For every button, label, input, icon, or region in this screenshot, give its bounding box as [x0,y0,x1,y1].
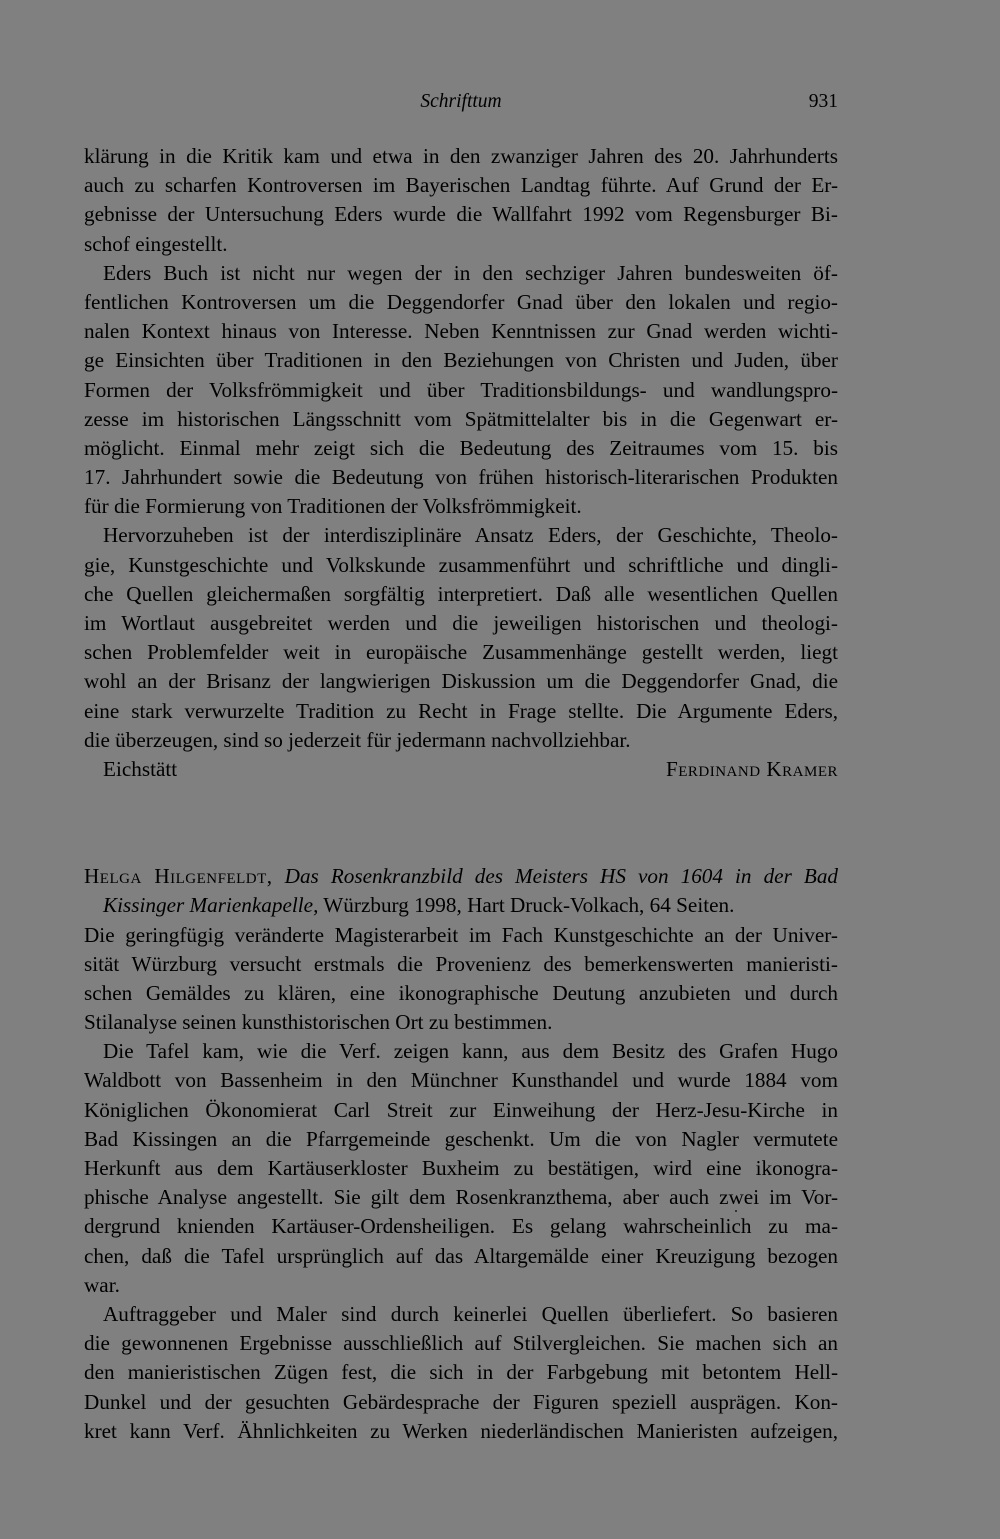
text-line: gie, Kunstgeschichte und Volkskunde zusammenführt und schriftliche und dingli- [84,552,838,577]
section-gap [84,784,838,862]
text-line: auch zu scharfen Kontroversen im Bayerischen Landtag führte. Auf Grund der Er- [84,173,838,198]
text-line: phische Analyse angestellt. Sie gilt dem Rosenkranzthema, aber auch zwei im Vor- [84,1185,838,1210]
text-line: klärung in die Kritik kam und etwa in den zwanziger Jahren des 20. Jahrhunderts [84,144,838,168]
bibliographic-heading-line-1 [84,862,838,891]
review-eder [84,142,838,784]
scan-speck [735,1210,737,1212]
page-header [84,88,838,116]
review-hilgenfeldt [84,862,838,1446]
text-line: zesse im historischen Längsschnitt vom Spätmittelalter bis in die Gegenwart er- [84,406,838,431]
text-line: fentlichen Kontroversen um die Deggendorfer Gnad über den lokalen und regio- [84,289,838,314]
page-content [84,142,838,1446]
publication-info: Würzburg 1998, Hart Druck-Volkach, 64 Seiten. [323,893,735,918]
text-line: Formen der Volksfrömmigkeit und über Traditionsbildungs- und wandlungspro- [84,377,838,402]
text-line: sität Würzburg versucht erstmals die Provenienz des bemerkenswerten manieristi- [84,951,838,976]
page-number: 931 [808,91,838,112]
text-line: ge Einsichten über Traditionen in den Beziehungen von Christen und Juden, über [84,348,838,373]
text-line: wohl an der Brisanz der langwierigen Diskussion um die Deggendorfer Gnad, die [84,669,838,694]
text-line: für die Formierung von Traditionen der Volksfrömmigkeit. [84,494,582,519]
text-line: chen, daß die Tafel ursprünglich auf das Altargemälde einer Kreuzigung bezogen [84,1243,838,1268]
text-line: dergrund knienden Kartäuser-Ordensheiligen. Es gelang wahrscheinlich zu ma- [84,1214,838,1239]
running-title: Schrifttum [420,91,502,112]
text-line: die gewonnenen Ergebnisse ausschließlich auf Stilvergleichen. Sie machen sich an [84,1331,838,1356]
text-line: schen Gemäldes zu klären, eine ikonographische Deutung anzubieten und durch [84,980,838,1005]
text-line: nalen Kontext hinaus von Interesse. Neben Kenntnissen zur Gnad werden wichti- [84,319,838,344]
text-line: Herkunft aus dem Kartäuserkloster Buxheim zu bestätigen, wird eine ikonogra- [84,1156,838,1180]
text-line: war. [84,1272,120,1297]
text-line: kret kann Verf. Ähnlichkeiten zu Werken niederländischen Manieristen aufzeigen, [84,1418,838,1443]
text-line: eine stark verwurzelte Tradition zu Recht in Frage stellte. Die Argumente Eders, [84,698,838,723]
text-line: Die Tafel kam, wie die Verf. zeigen kann, aus dem Besitz des Grafen Hugo [103,1039,838,1064]
text-line: Dunkel und der gesuchten Gebärdesprache der Figuren speziell ausprägen. Kon- [84,1389,838,1414]
review-signoff [84,755,838,784]
bibliographic-heading-line-2 [84,891,838,920]
text-line: möglicht. Einmal mehr zeigt sich die Bedeutung des Zeitraumes vom 15. bis [84,435,838,460]
text-line: Königlichen Ökonomierat Carl Streit zur Einweihung der Herz-Jesu-Kirche in [84,1097,838,1122]
text-line: den manieristischen Zügen fest, die sich in der Farbgebung mit betontem Hell- [84,1360,838,1385]
book-title-part-1: Das Rosenkranzbild des Meisters HS von 1604 in der Bad [284,864,839,889]
text-line: Eders Buch ist nicht nur wegen der in den sechziger Jahren bundesweiten öf- [103,260,838,285]
text-line: Die geringfügig veränderte Magisterarbeit im Fach Kunstgeschichte an der Univer- [84,922,838,947]
text-line: schof eingestellt. [84,231,228,256]
text-line: die überzeugen, sind so jederzeit für jedermann nachvollziehbar. [84,727,631,752]
text-line: 17. Jahrhundert sowie die Bedeutung von frühen historisch-literarischen Produkten [84,465,838,490]
text-line: im Wortlaut ausgebreitet werden und die jeweiligen historischen und theologi- [84,611,838,635]
text-line: schen Problemfelder weit in europäische Zusammenhänge gestellt werden, liegt [84,640,838,665]
text-line: Stilanalyse seinen kunsthistorischen Ort zu bestimmen. [84,1010,553,1035]
book-author: Helga Hilgenfeldt, [84,864,273,889]
reviewer-name: Ferdinand Kramer [665,756,838,781]
text-line: Waldbott von Bassenheim in den Münchner Kunsthandel und wurde 1884 vom [84,1068,838,1093]
book-title-part-2: Kissinger Marienkapelle, [103,893,319,918]
text-line: Auftraggeber und Maler sind durch keinerlei Quellen überliefert. So basieren [103,1301,838,1326]
text-line: Bad Kissingen an die Pfarrgemeinde geschenkt. Um die von Nagler vermutete [84,1126,838,1151]
text-line: gebnisse der Untersuchung Eders wurde die Wallfahrt 1992 vom Regensburger Bi- [84,202,838,227]
text-line: Hervorzuheben ist der interdisziplinäre Ansatz Eders, der Geschichte, Theolo- [103,523,838,548]
text-line: che Quellen gleichermaßen sorgfältig interpretiert. Daß alle wesentlichen Quellen [84,581,838,606]
review-place: Eichstätt [103,756,178,781]
